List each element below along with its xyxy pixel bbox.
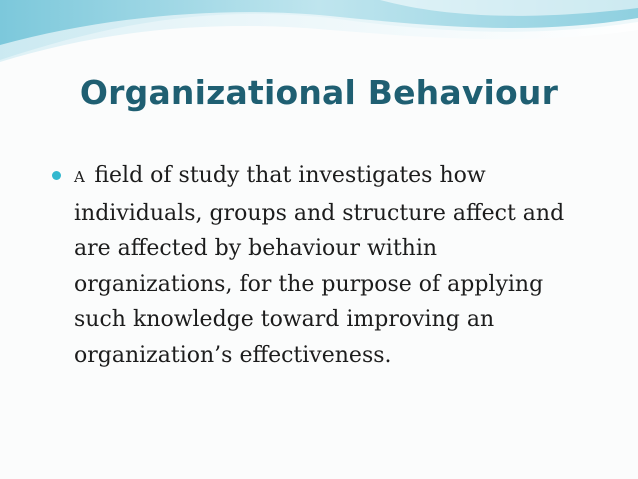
- bullet-dot-icon: [52, 171, 61, 180]
- bullet-lead-letter: A: [74, 168, 86, 186]
- slide-title: Organizational Behaviour: [79, 73, 559, 112]
- bullet-text: field of study that investigates how individuals, groups and structure affect and are affected by behaviour within organizations, for the purpose of applying such knowledge toward improving an organization’s effectiveness.: [74, 163, 565, 368]
- bullet-item: [52, 158, 592, 373]
- header-wave-decoration: [0, 0, 638, 80]
- bullet-list: [52, 158, 592, 373]
